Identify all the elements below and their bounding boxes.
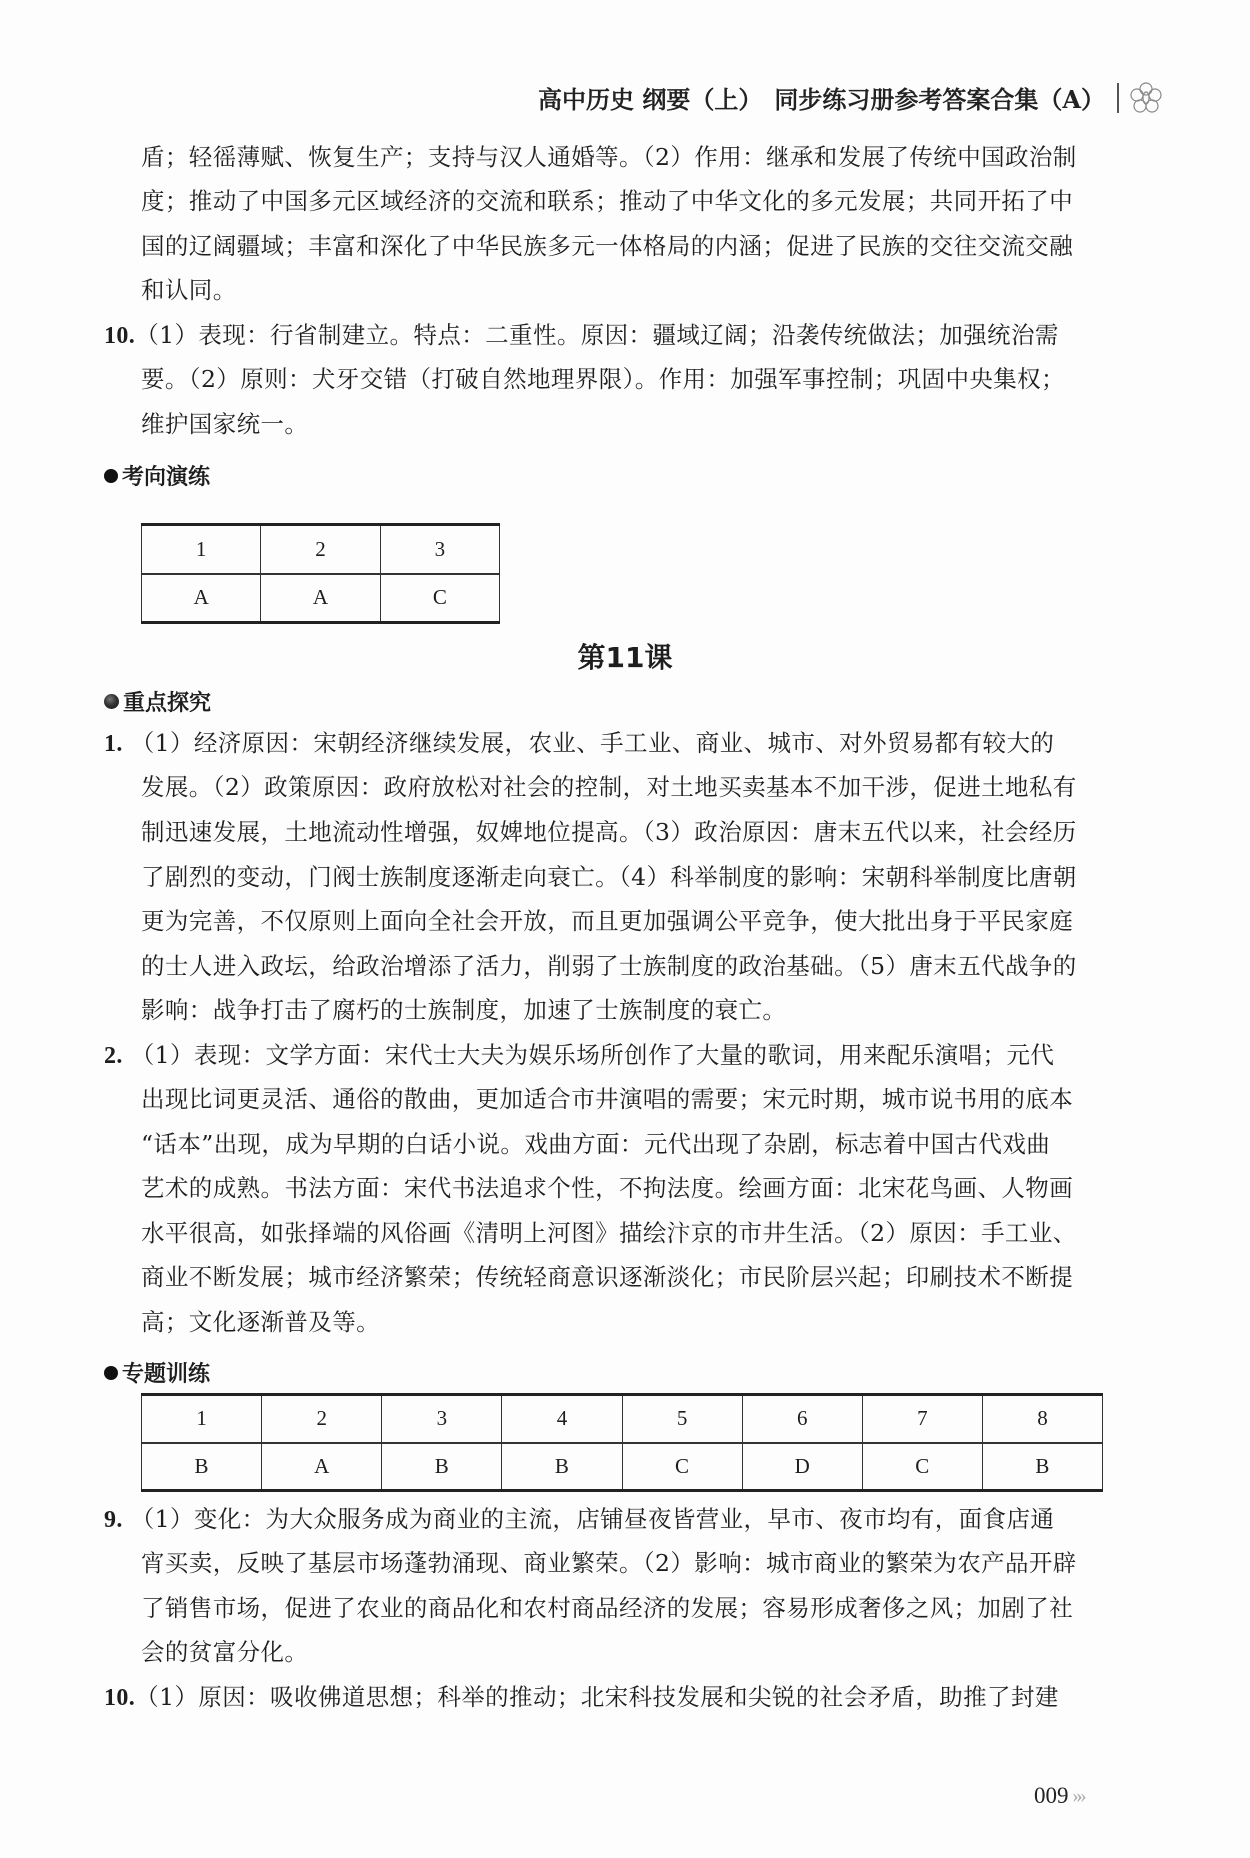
text-line: 会的贫富分化。 — [141, 1638, 309, 1666]
text-line: 国的辽阔疆域；丰富和深化了中华民族多元一体格局的内涵；促进了民族的交往交流交融 — [141, 232, 1074, 260]
text-line: 盾；轻徭薄赋、恢复生产；支持与汉人通婚等。（2）作用：继承和发展了传统中国政治制 — [141, 143, 1077, 171]
question-number: 10. — [104, 323, 136, 349]
table-answer-cell: A — [142, 574, 261, 623]
text-line: 出现比词更灵活、通俗的散曲，更加适合市井演唱的需要；宋元时期，城市说书用的底本 — [141, 1085, 1074, 1113]
table-answer-cell: B — [502, 1443, 622, 1491]
text-line: 高；文化逐渐普及等。 — [141, 1308, 380, 1336]
table-header-cell: 3 — [382, 1395, 502, 1443]
table-answer-cell: B — [142, 1443, 262, 1491]
text-line: 更为完善，不仅原则上面向全社会开放，而且更加强调公平竞争，使大批出身于平民家庭 — [141, 907, 1074, 935]
globe-bullet-icon — [104, 694, 119, 709]
table-header-cell: 2 — [261, 525, 380, 574]
question-9: 9. （1）变化：为大众服务成为商业的主流，店铺昼夜皆营业，早市、夜市均有，面食店通 — [104, 1505, 1055, 1533]
table-header-cell: 1 — [142, 525, 261, 574]
table-answer-cell: A — [261, 574, 380, 623]
table-header-cell: 8 — [982, 1395, 1102, 1443]
header-title: 同步练习册参考答案合集（A） — [774, 85, 1105, 114]
answer-table-zhuanti — [141, 1393, 1103, 1492]
table-answer-cell: C — [622, 1443, 742, 1491]
bullet-icon — [104, 1366, 118, 1380]
table-header-cell: 6 — [742, 1395, 862, 1443]
flower-ornament-icon — [1129, 81, 1163, 115]
table-answer-cell: D — [742, 1443, 862, 1491]
text-line: 艺术的成熟。书法方面：宋代书法追求个性，不拘法度。绘画方面：北宋花鸟画、人物画 — [141, 1174, 1074, 1202]
question-number: 9. — [104, 1507, 123, 1533]
header-subject: 高中历史 纲要（上） — [538, 85, 763, 114]
section-heading-zhuanti: 专题训练 — [104, 1357, 210, 1388]
question-10-prev: 10.（1）表现：行省制建立。特点：二重性。原因：疆域辽阔；沿袭传统做法；加强统治需 — [104, 321, 1059, 349]
table-answer-cell: B — [982, 1443, 1102, 1491]
question-number: 2. — [104, 1043, 123, 1069]
text-line: 宵买卖，反映了基层市场蓬勃涌现、商业繁荣。（2）影响：城市商业的繁荣为农产品开辟 — [141, 1549, 1077, 1577]
text-line: 发展。（2）政策原因：政府放松对社会的控制，对土地买卖基本不加干涉，促进土地私有 — [141, 773, 1077, 801]
table-answer-cell: A — [262, 1443, 382, 1491]
section-heading-kaoxiang: 考向演练 — [104, 460, 210, 491]
page-header — [538, 80, 1163, 115]
text-line: 制迅速发展，土地流动性增强，奴婢地位提高。（3）政治原因：唐末五代以来，社会经历 — [141, 818, 1077, 846]
table-answer-cell: B — [382, 1443, 502, 1491]
table-header-cell: 4 — [502, 1395, 622, 1443]
table-header-cell: 3 — [380, 525, 499, 574]
table-header-cell: 1 — [142, 1395, 262, 1443]
table-answer-cell: C — [380, 574, 499, 623]
table-header-cell: 2 — [262, 1395, 382, 1443]
text-line: 的士人进入政坛，给政治增添了活力，削弱了士族制度的政治基础。（5）唐末五代战争的 — [141, 952, 1077, 980]
table-header-cell: 7 — [862, 1395, 982, 1443]
lesson-title: 第11课 — [577, 641, 673, 674]
text-line: 和认同。 — [141, 276, 237, 304]
question-1: 1. （1）经济原因：宋朝经济继续发展，农业、手工业、商业、城市、对外贸易都有较大的 — [104, 729, 1055, 757]
text-line: 度；推动了中国多元区域经济的交流和联系；推动了中华文化的多元发展；共同开拓了中 — [141, 187, 1074, 215]
text-line: 了剧烈的变动，门阀士族制度逐渐走向衰亡。（4）科举制度的影响：宋朝科举制度比唐朝 — [141, 863, 1077, 891]
question-10: 10.（1）原因：吸收佛道思想；科举的推动；北宋科技发展和尖锐的社会矛盾，助推了封建 — [104, 1683, 1059, 1711]
text-line: 了销售市场，促进了农业的商品化和农村商品经济的发展；容易形成奢侈之风；加剧了社 — [141, 1594, 1074, 1622]
text-line: 影响：战争打击了腐朽的士族制度，加速了士族制度的衰亡。 — [141, 996, 787, 1024]
table-header-cell: 5 — [622, 1395, 742, 1443]
question-number: 10. — [104, 1685, 136, 1711]
text-line: 维护国家统一。 — [141, 410, 309, 438]
chevron-right-icon: »» — [1072, 1784, 1081, 1807]
answer-table-kaoxiang — [141, 523, 500, 624]
text-line: “话本”出现，成为早期的白话小说。戏曲方面：元代出现了杂剧，标志着中国古代戏曲 — [141, 1130, 1051, 1158]
text-line: 水平很高，如张择端的风俗画《清明上河图》描绘汴京的市井生活。（2）原因：手工业、 — [141, 1219, 1077, 1247]
page-number-text: 009 — [1034, 1783, 1069, 1808]
text-line: 商业不断发展；城市经济繁荣；传统轻商意识逐渐淡化；市民阶层兴起；印刷技术不断提 — [141, 1263, 1074, 1291]
question-number: 1. — [104, 731, 123, 757]
section-heading-zhongdian: 重点探究 — [104, 686, 211, 717]
table-answer-cell: C — [862, 1443, 982, 1491]
question-2: 2. （1）表现：文学方面：宋代士大夫为娱乐场所创作了大量的歌词，用来配乐演唱；元代 — [104, 1041, 1055, 1069]
bullet-icon — [104, 469, 118, 483]
text-line: 要。（2）原则：犬牙交错（打破自然地理界限）。作用：加强军事控制；巩固中央集权； — [141, 365, 1065, 393]
page-number — [1034, 1783, 1081, 1809]
header-divider — [1117, 83, 1119, 113]
